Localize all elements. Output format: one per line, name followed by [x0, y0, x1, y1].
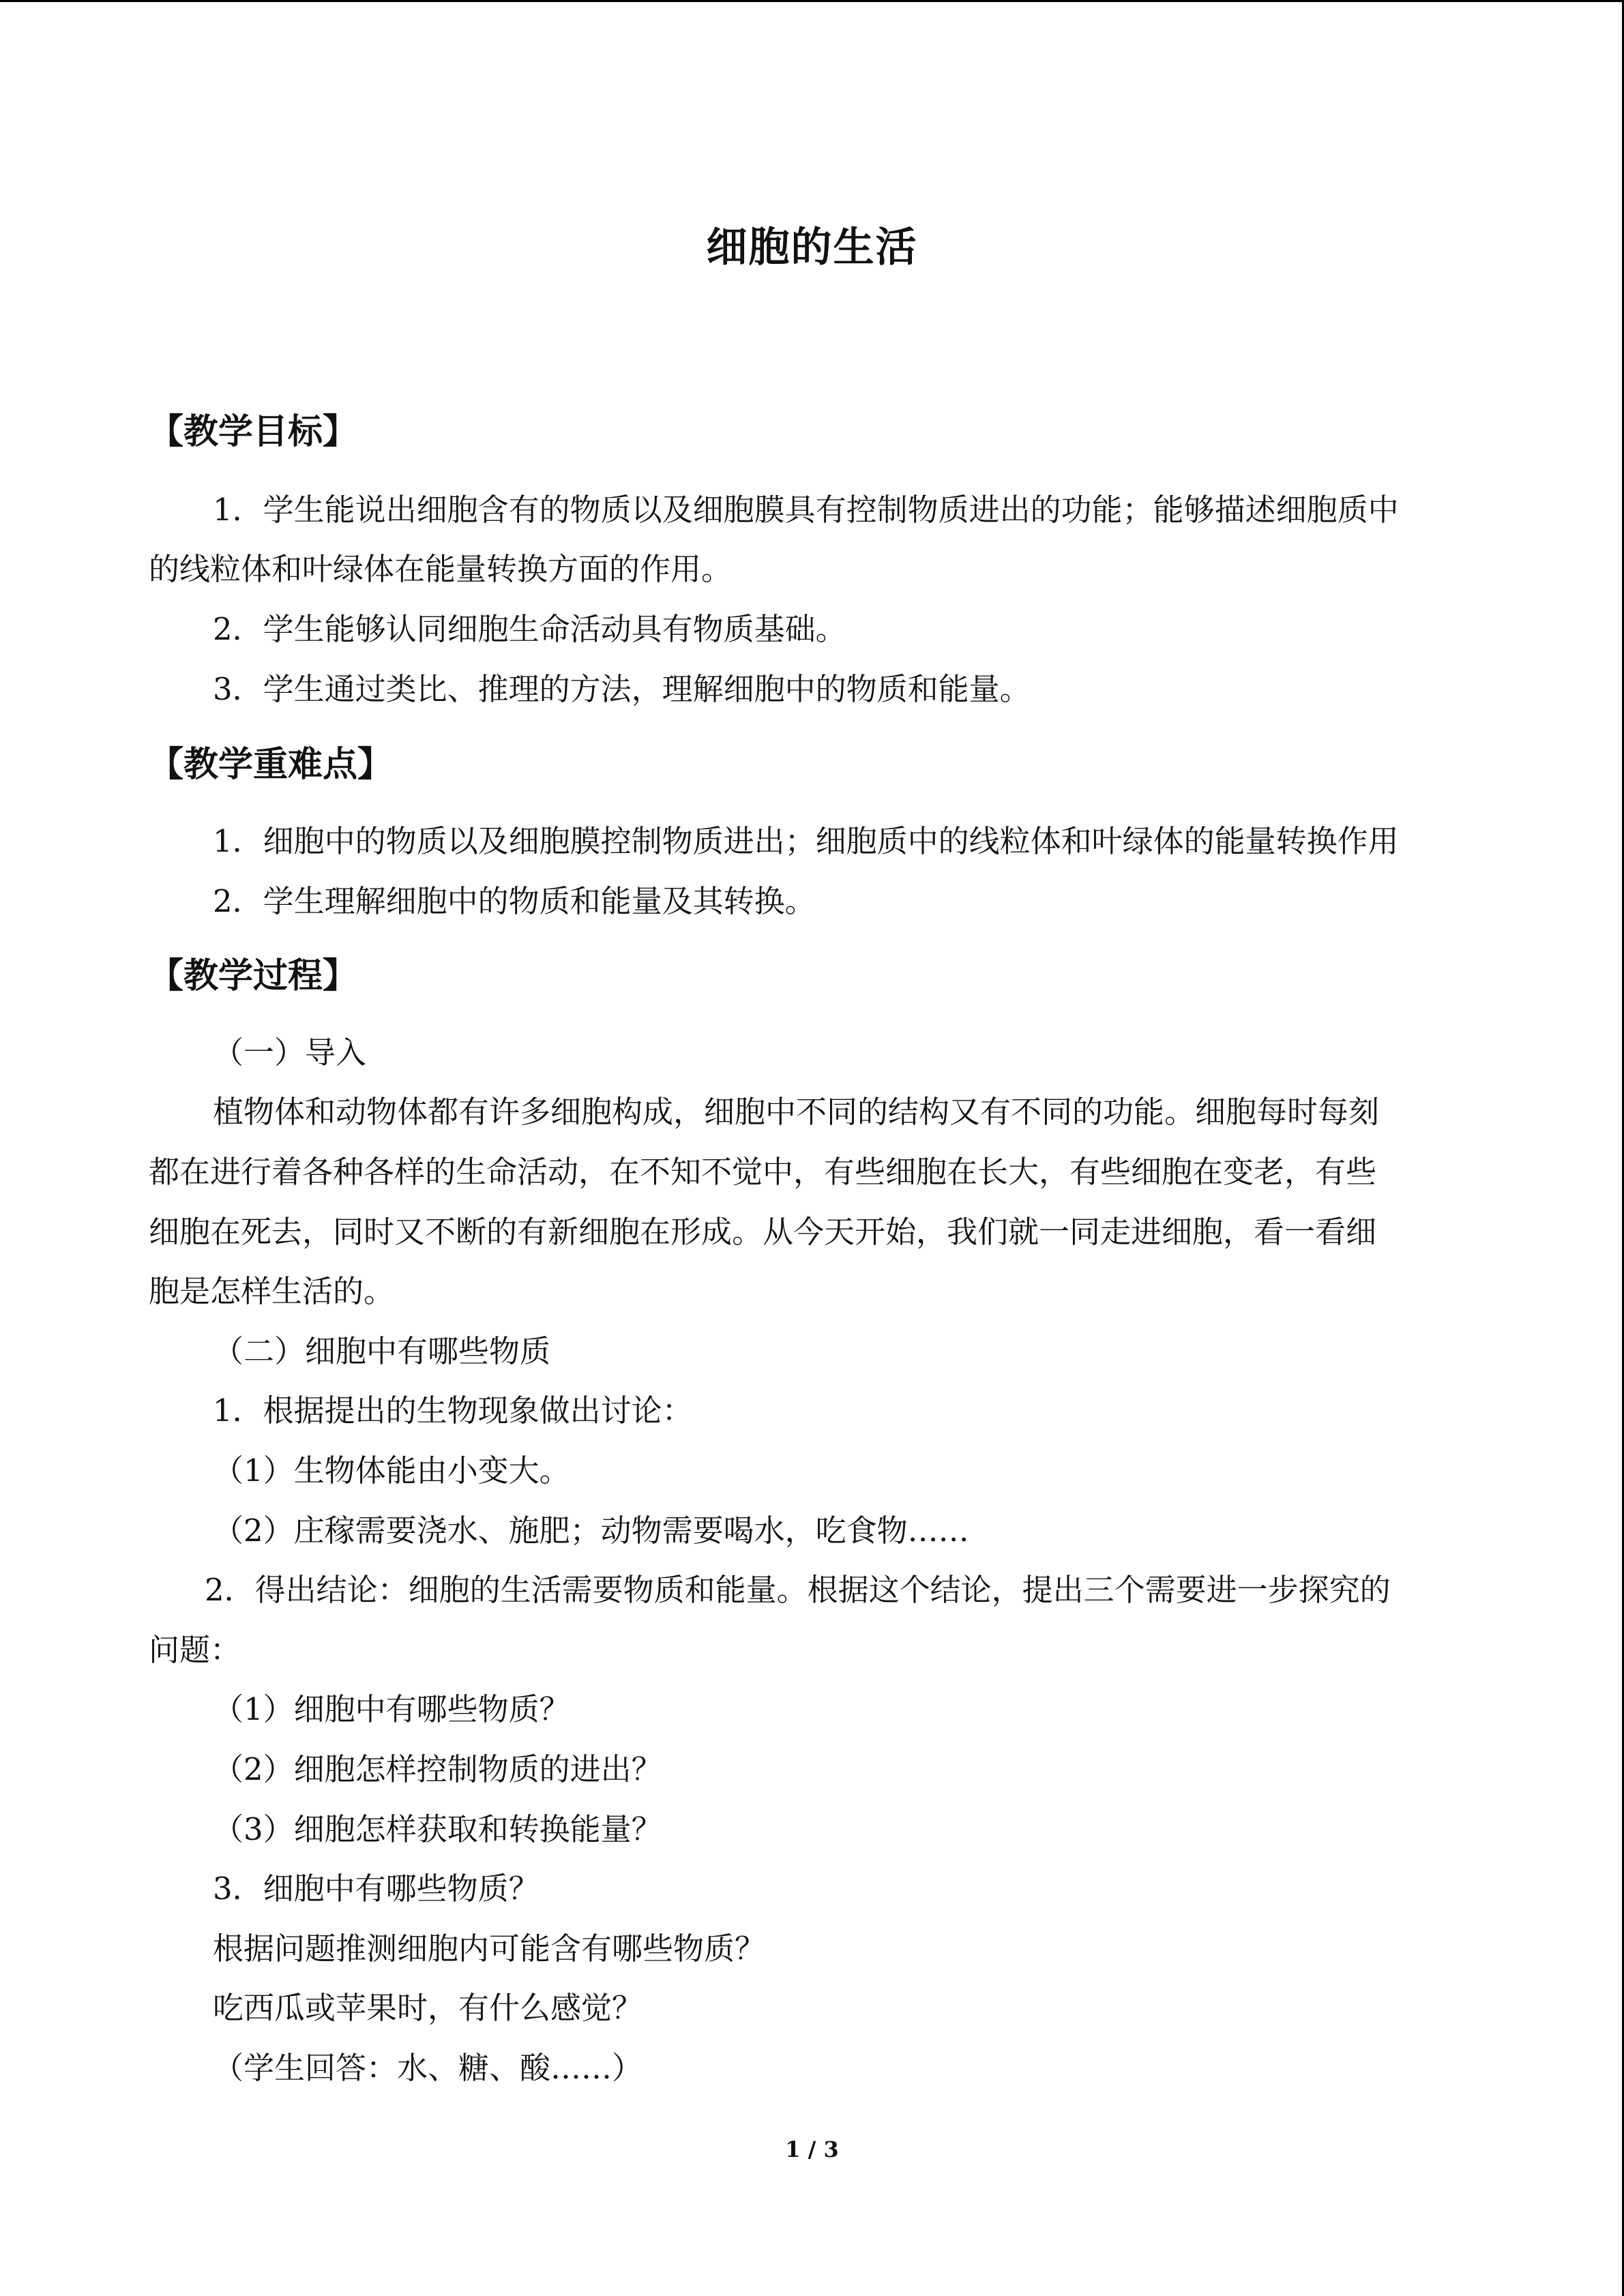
paragraph-line: 胞是怎样生活的。 — [149, 1273, 395, 1309]
paragraph-line: 问题： — [149, 1632, 241, 1668]
paragraph-line: 细胞在死去，同时又不断的有新细胞在形成。从今天开始，我们就一同走进细胞，看一看细 — [149, 1214, 1377, 1250]
paragraph-line: 2．得出结论：细胞的生活需要物质和能量。根据这个结论，提出三个需要进一步探究的 — [205, 1572, 1391, 1608]
paragraph-line: （3）细胞怎样获取和转换能量？ — [213, 1811, 662, 1847]
paragraph-line: （一）导入 — [213, 1034, 367, 1071]
paragraph-line: 2．学生理解细胞中的物质和能量及其转换。 — [213, 883, 816, 919]
paragraph-line: 1．细胞中的物质以及细胞膜控制物质进出；细胞质中的线粒体和叶绿体的能量转换作用 — [213, 823, 1399, 859]
section-heading-process: 【教学过程】 — [149, 955, 358, 996]
paragraph-line: （1）细胞中有哪些物质？ — [213, 1691, 570, 1727]
paragraph-line: 2．学生能够认同细胞生命活动具有物质基础。 — [213, 611, 846, 647]
paragraph-line: 吃西瓜或苹果时，有什么感觉？ — [213, 1990, 643, 2026]
paragraph-line: 的线粒体和叶绿体在能量转换方面的作用。 — [149, 551, 733, 587]
section-heading-key-points: 【教学重难点】 — [149, 744, 393, 785]
paragraph-line: （学生回答：水、糖、酸……） — [213, 2050, 643, 2086]
paragraph-line: 1．根据提出的生物现象做出讨论： — [213, 1392, 693, 1429]
paragraph-line: 3．细胞中有哪些物质？ — [213, 1870, 540, 1907]
paragraph-line: 植物体和动物体都有许多细胞构成，细胞中不同的结构又有不同的功能。细胞每时每刻 — [213, 1094, 1380, 1130]
paragraph-line: 3．学生通过类比、推理的方法，理解细胞中的物质和能量。 — [213, 671, 1031, 707]
paragraph-line: （2）庄稼需要浇水、施肥；动物需要喝水，吃食物…… — [213, 1512, 969, 1549]
paragraph-line: 1．学生能说出细胞含有的物质以及细胞膜具有控制物质进出的功能；能够描述细胞质中 — [213, 492, 1399, 528]
paragraph-line: 都在进行着各种各样的生命活动，在不知不觉中，有些细胞在长大，有些细胞在变老，有些 — [149, 1154, 1377, 1190]
paragraph-line: 根据问题推测细胞内可能含有哪些物质？ — [213, 1930, 766, 1967]
paragraph-line: （1）生物体能由小变大。 — [213, 1452, 570, 1489]
paragraph-line: （2）细胞怎样控制物质的进出？ — [213, 1751, 662, 1787]
document-title: 细胞的生活 — [706, 224, 918, 271]
paragraph-line: （二）细胞中有哪些物质 — [213, 1333, 551, 1369]
page-number: 1 / 3 — [785, 2136, 839, 2162]
section-heading-objectives: 【教学目标】 — [149, 411, 358, 452]
